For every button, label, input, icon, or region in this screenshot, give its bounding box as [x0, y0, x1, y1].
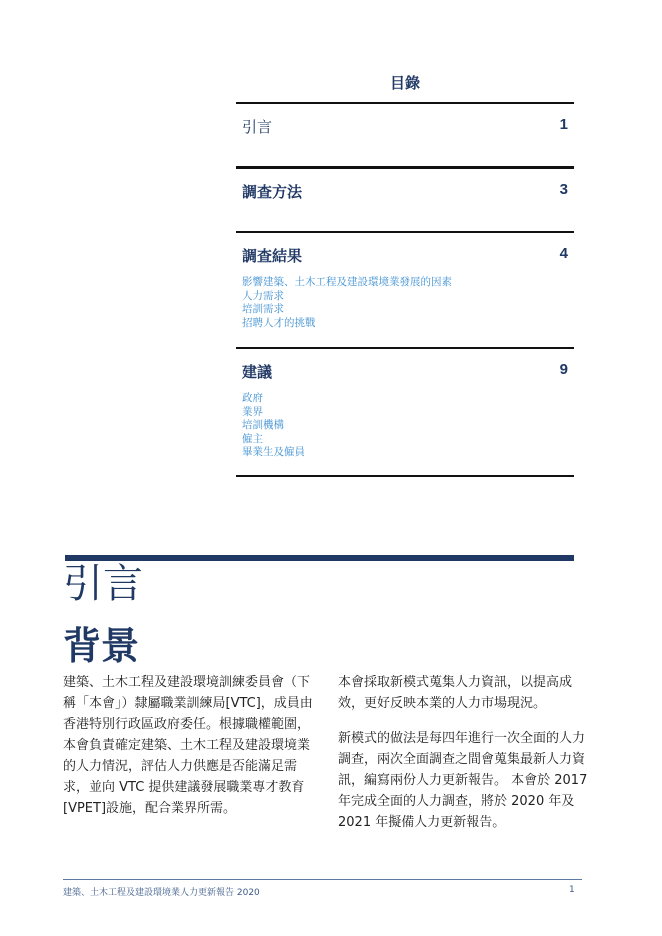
paragraph: 建築、土木工程及建設環境訓練委員會（下稱「本會」）隸屬職業訓練局[VTC]，成員由香港特別行政區政府委任。根據職權範圍，本會負責確定建築、土木工程及建設環境業的人力情況，評估人力供應是否能滿足需求，並向 VTC 提供建議發展職業專才教育[VPET]設施，配合業界所需。 — [63, 675, 313, 816]
toc-section-recommendations[interactable] — [236, 347, 574, 477]
toc-subitem[interactable]: 招聘人才的挑戰 — [242, 316, 316, 329]
toc-subitem[interactable]: 僱主 — [242, 432, 263, 445]
chapter-heading: 引言 — [63, 561, 143, 607]
section-heading: 背景 — [63, 623, 140, 668]
toc-subitem[interactable]: 人力需求 — [242, 289, 284, 302]
paragraph: 新模式的做法是每四年進行一次全面的人力調查，兩次全面調查之間會蒐集最新人力資訊，編寫兩份人力更新報告。 本會於 2017 年完成全面的人力調查，將於 2020 年及 2021 年擬備人力更新報告。 — [338, 731, 588, 830]
toc-section-methodology[interactable] — [236, 166, 574, 231]
body-column-left — [63, 672, 313, 833]
toc-title: 目錄 — [389, 74, 420, 92]
footer-page-number: 1 — [569, 885, 575, 895]
toc-section-page: 9 — [559, 361, 568, 378]
toc-subitem[interactable]: 業界 — [242, 405, 263, 418]
footer-rule — [63, 879, 582, 880]
table-of-contents — [236, 70, 574, 477]
toc-section-page: 4 — [559, 245, 568, 262]
toc-section-page: 3 — [559, 181, 568, 198]
toc-section-page: 1 — [559, 116, 568, 133]
toc-subitem[interactable]: 培訓需求 — [242, 303, 284, 315]
toc-section-title: 調查方法 — [242, 183, 303, 201]
toc-subitem[interactable]: 培訓機構 — [242, 419, 284, 431]
toc-section-findings[interactable] — [236, 231, 574, 347]
toc-subitem[interactable]: 政府 — [242, 392, 263, 404]
toc-section-intro[interactable] — [236, 102, 574, 166]
toc-section-title: 引言 — [242, 118, 273, 136]
body-column-right — [338, 672, 588, 847]
toc-section-title: 建議 — [242, 363, 273, 381]
toc-subitem[interactable]: 影響建築、土木工程及建設環境業發展的因素 — [242, 276, 452, 288]
paragraph: 本會採取新模式蒐集人力資訊，以提高成效，更好反映本業的人力市場現況。 — [338, 675, 573, 711]
footer-title: 建築、土木工程及建設環境業人力更新報告 2020 — [63, 888, 260, 898]
toc-subitem[interactable]: 畢業生及僱員 — [242, 446, 305, 458]
toc-section-title: 調查結果 — [242, 247, 303, 265]
